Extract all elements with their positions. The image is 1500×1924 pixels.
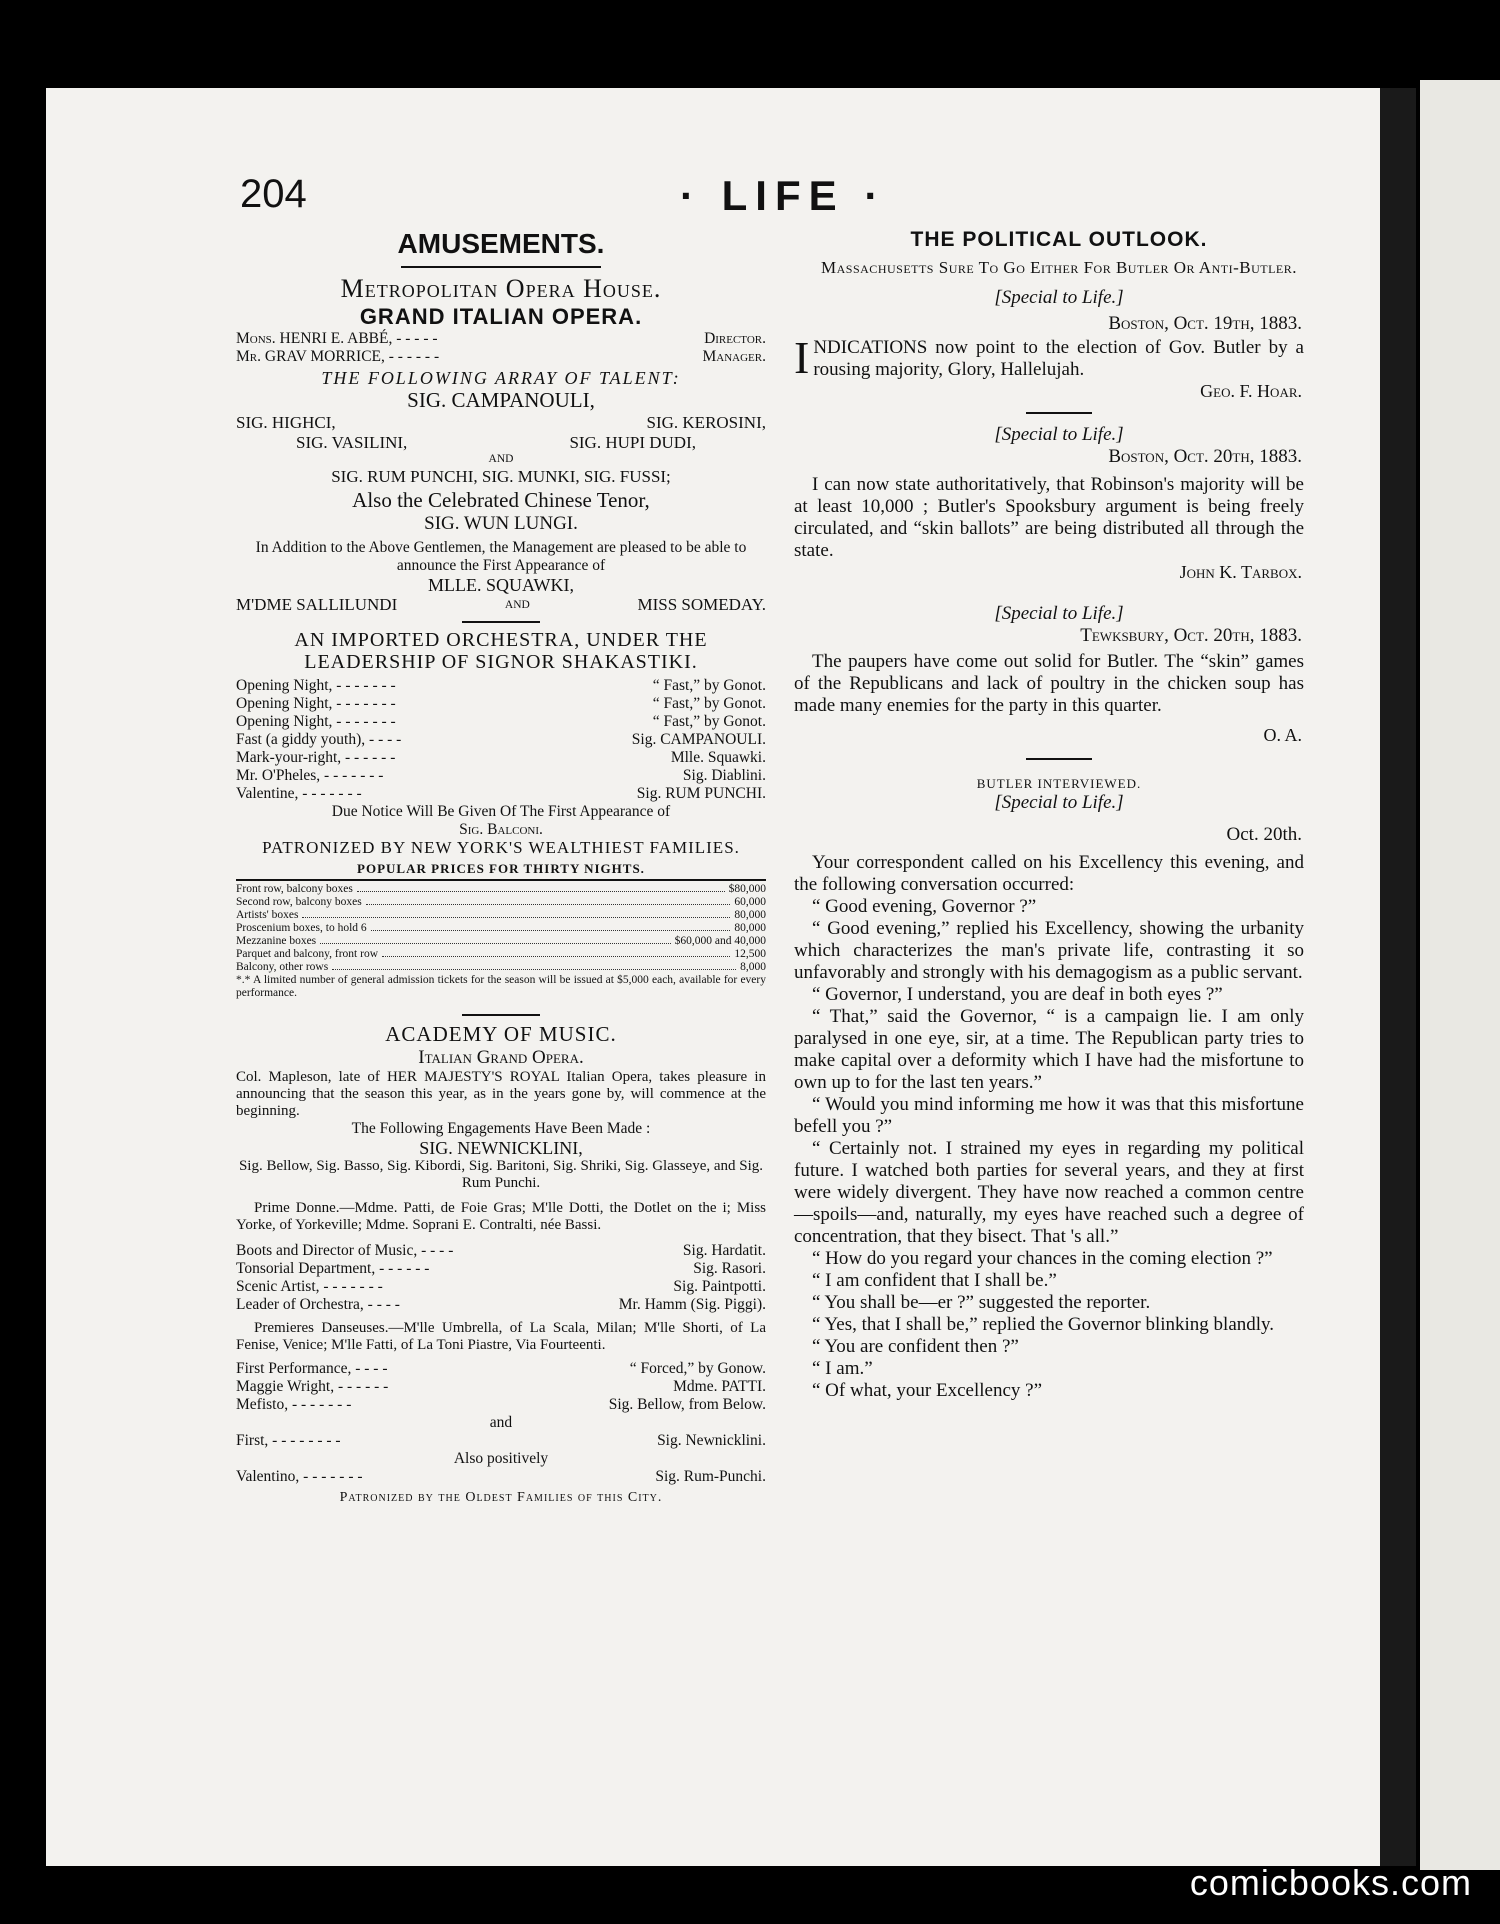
cast-list [236, 1360, 766, 1414]
interview-title: BUTLER INTERVIEWED. [976, 776, 1142, 791]
divider [236, 879, 766, 881]
also-text: Also positively [453, 1450, 549, 1467]
interview-paragraph: “ I am confident that I shall be.” [812, 1270, 1057, 1291]
performer-name: “ Fast,” by Gonot. [652, 695, 766, 712]
cast-row [236, 1278, 766, 1296]
performer-name: Sig. Bellow, from Below. [608, 1396, 766, 1413]
singer: SIG. HUPI DUDI, [569, 433, 696, 452]
performer-name: Sig. RUM PUNCHI. [636, 785, 766, 802]
price-value: 8,000 [740, 961, 766, 973]
price-row [236, 896, 766, 909]
price-item: Front row, balcony boxes [236, 883, 353, 895]
performer-name: Sig. CAMPANOULI. [631, 731, 766, 748]
interview-paragraph: “ Good evening,” replied his Excellency, showing the urbanity which characterizes the man's private life, contrasting it so unfavorably and strongly with his demagogism as a public servant. [794, 918, 1304, 983]
singer: M'DME SALLILUNDI [236, 595, 398, 614]
special-tag: [Special to Life.] [994, 424, 1124, 445]
price-value: 60,000 [734, 896, 766, 908]
performer-name: Sig. Paintpotti. [673, 1278, 766, 1295]
special-tag: [Special to Life.] [994, 603, 1124, 624]
interview-paragraph: “ Yes, that I shall be,” replied the Governor blinking blandly. [812, 1314, 1275, 1335]
divider [1026, 412, 1092, 414]
singer-pair [236, 413, 766, 433]
ladies-row [236, 595, 766, 615]
price-row [236, 883, 766, 896]
dot-leader [371, 922, 731, 931]
price-value: 80,000 [734, 922, 766, 934]
role-name: Tonsorial Department, - - - - - - [236, 1260, 430, 1277]
signature: Geo. F. Hoar. [1200, 381, 1302, 401]
opera-title: GRAND ITALIAN OPERA. [359, 304, 643, 329]
staff-name: Mr. GRAV MORRICE, - - - - - - [236, 348, 440, 365]
interview-paragraph: “ That,” said the Governor, “ is a campaign lie. I am only paralysed in one eye, sir, at a time. The Republican party tries to make capital over a deformity which I have had the misfortune to own up to for the last ten years.” [794, 1006, 1304, 1093]
cast-list [236, 677, 766, 803]
price-item: Mezzanine boxes [236, 935, 317, 947]
price-table [236, 883, 766, 974]
amusements-column [236, 228, 766, 1506]
section-title: AMUSEMENTS. [397, 228, 605, 259]
cast-row [236, 1468, 766, 1486]
role-name: Valentine, - - - - - - - [236, 785, 362, 802]
venue-title: ACADEMY OF MUSIC. [385, 1022, 617, 1046]
price-value: 12,500 [734, 948, 766, 960]
tenor-name: SIG. WUN LUNGI. [424, 513, 578, 534]
tenor-intro: Also the Celebrated Chinese Tenor, [352, 488, 650, 512]
adjacent-page-edge [1420, 80, 1500, 1870]
cast-row [236, 785, 766, 803]
price-row [236, 922, 766, 935]
performer-name: Mr. Hamm (Sig. Piggi). [618, 1296, 766, 1313]
role-name: Opening Night, - - - - - - - [236, 677, 396, 694]
cast-row [236, 1296, 766, 1314]
performer-name: Sig. Rum-Punchi. [655, 1468, 766, 1485]
performer-name: “ Forced,” by Gonow. [629, 1360, 766, 1377]
dot-leader [366, 896, 731, 905]
performer-name: Sig. Newnicklini. [657, 1432, 766, 1449]
page-gutter [1380, 88, 1416, 1866]
interview-paragraph: “ Governor, I understand, you are deaf in both eyes ?” [812, 984, 1223, 1005]
political-column [794, 228, 1324, 1402]
interview-paragraph: Your correspondent called on his Excellency this evening, and the following conversation occurred: [794, 852, 1304, 895]
dot-leader [357, 883, 725, 892]
signature: O. A. [1263, 725, 1302, 745]
opera-title: Italian Grand Opera. [418, 1047, 584, 1068]
orchestra-notice: AN IMPORTED ORCHESTRA, UNDER THE LEADERSHIP OF SIGNOR SHAKASTIKI. [294, 629, 708, 673]
role-name: Fast (a giddy youth), - - - - [236, 731, 402, 748]
staff-row [236, 330, 766, 348]
performer-name: Sig. Rasori. [693, 1260, 766, 1277]
price-row [236, 961, 766, 974]
price-value: $80,000 [728, 883, 766, 895]
interview-paragraph: “ You are confident then ?” [812, 1336, 1019, 1357]
other-singers: Sig. Bellow, Sig. Basso, Sig. Kibordi, Sig. Baritoni, Sig. Shriki, Sig. Glasseye, and Sig. Rum Punchi. [238, 1158, 764, 1191]
performer-name: “ Fast,” by Gonot. [652, 713, 766, 730]
masthead: · LIFE · [680, 172, 887, 219]
role-name: Mefisto, - - - - - - - [236, 1396, 352, 1413]
dispatch-body [794, 332, 1324, 383]
drop-cap: I [794, 332, 810, 383]
dispatch-body: I can now state authoritatively, that Robinson's majority will be at least 10,000 ; Butler's Spooksbury argument is being freely circulated, and “skin ballots” are being distributed all through the state. [794, 474, 1304, 561]
dot-leader [382, 948, 730, 957]
watermark: comicbooks.com [1189, 1862, 1472, 1903]
price-row [236, 909, 766, 922]
interview-paragraph: “ I am.” [812, 1358, 873, 1379]
notice-text: Due Notice Will Be Given Of The First Appearance of [331, 803, 671, 820]
role-name: Mr. O'Pheles, - - - - - - - [236, 767, 384, 784]
dateline: Oct. 20th. [1226, 824, 1302, 845]
cast-row [236, 749, 766, 767]
divider [462, 621, 540, 623]
special-tag: [Special to Life.] [994, 792, 1124, 813]
interview-paragraph: “ You shall be—er ?” suggested the reporter. [812, 1292, 1151, 1313]
cast-row [236, 1260, 766, 1278]
cast-list [236, 1432, 766, 1450]
cast-list [236, 1468, 766, 1486]
talent-heading: THE FOLLOWING ARRAY OF TALENT: [321, 368, 681, 388]
staff-row [236, 348, 766, 366]
cast-row [236, 767, 766, 785]
role-name: Maggie Wright, - - - - - - [236, 1378, 389, 1395]
dateline: Tewksbury, Oct. 20th, 1883. [1080, 625, 1302, 646]
role-name: First Performance, - - - - [236, 1360, 388, 1377]
cast-row [236, 1360, 766, 1378]
and-text: AND [488, 453, 514, 465]
divider [1026, 758, 1092, 760]
price-item: Artists' boxes [236, 909, 299, 921]
interview-paragraph: “ Would you mind informing me how it was that this misfortune befell you ?” [794, 1094, 1304, 1137]
performer-name: Sig. Diablini. [682, 767, 766, 784]
price-value: $60,000 and 40,000 [674, 935, 766, 947]
dot-leader [320, 935, 670, 944]
staff-list [236, 1242, 766, 1314]
singer-trio: SIG. RUM PUNCHI, SIG. MUNKI, SIG. FUSSI; [331, 467, 671, 486]
performer-name: Mlle. Squawki. [670, 749, 766, 766]
performer-name: Mdme. PATTI. [673, 1378, 766, 1395]
and-text: AND [504, 599, 530, 611]
role-name: Opening Night, - - - - - - - [236, 713, 396, 730]
price-value: 80,000 [734, 909, 766, 921]
dateline: Boston, Oct. 20th, 1883. [1108, 446, 1302, 467]
debut-singer: MLLE. SQUAWKI, [427, 575, 575, 595]
dot-leader [302, 909, 730, 918]
role-name: Boots and Director of Music, - - - - [236, 1242, 454, 1259]
price-row [236, 935, 766, 948]
role-name: Leader of Orchestra, - - - - [236, 1296, 400, 1313]
cast-row [236, 1242, 766, 1260]
notice-name: Sig. Balconi. [459, 821, 543, 838]
role-name: Opening Night, - - - - - - - [236, 695, 396, 712]
price-item: Proscenium boxes, to hold 6 [236, 922, 367, 934]
role-name: Mark-your-right, - - - - - - [236, 749, 396, 766]
performer-name: “ Fast,” by Gonot. [652, 677, 766, 694]
role-name: First, - - - - - - - - [236, 1432, 341, 1449]
signature: John K. Tarbox. [1179, 562, 1302, 582]
patronage: PATRONIZED BY NEW YORK'S WEALTHIEST FAMILIES. [262, 838, 740, 857]
singer: SIG. VASILINI, [296, 433, 408, 452]
dateline: Boston, Oct. 19th, 1883. [1108, 313, 1302, 334]
section-title: THE POLITICAL OUTLOOK. [910, 228, 1208, 251]
announcement: In Addition to the Above Gentlemen, the Management are pleased to be able to announce the First Appearance of [255, 539, 747, 574]
role-name: Scenic Artist, - - - - - - - [236, 1278, 383, 1295]
prime-donne: Prime Donne.—Mdme. Patti, de Foie Gras; M'lle Dotti, the Dotlet on the i; Miss Yorke, of Yorkeville; Mdme. Soprani E. Contralti, née Bassi. [236, 1200, 766, 1233]
and-text: and [489, 1414, 513, 1431]
staff-role: Director. [704, 330, 766, 347]
interview-text [794, 852, 1324, 1402]
cast-row [236, 1378, 766, 1396]
cast-row [236, 713, 766, 731]
cast-row [236, 677, 766, 695]
singer-pair [236, 433, 766, 453]
page-number: 204 [240, 172, 307, 216]
staff-name: Mons. HENRI E. ABBÉ, - - - - - [236, 330, 438, 347]
cast-row [236, 1396, 766, 1414]
divider [401, 266, 601, 268]
cast-row [236, 695, 766, 713]
performer-name: Sig. Hardatit. [682, 1242, 766, 1259]
singer: SIG. KEROSINI, [646, 413, 766, 432]
interview-paragraph: “ Of what, your Excellency ?” [812, 1380, 1043, 1401]
staff-role: Manager. [702, 348, 766, 365]
engaged-singer: SIG. NEWNICKLINI, [419, 1138, 583, 1158]
danseuses: Premieres Danseuses.—M'lle Umbrella, of La Scala, Milan; M'lle Shorti, of La Fenise, Venice; M'lle Fatti, of La Toni Piastre, Via Fourteenti. [236, 1320, 766, 1353]
mapleson-notice: Col. Mapleson, late of HER MAJESTY'S ROYAL Italian Opera, takes pleasure in announcing that the season this year, as in the years gone by, will commence at the beginning. [236, 1069, 766, 1119]
price-row [236, 948, 766, 961]
price-item: Parquet and balcony, front row [236, 948, 379, 960]
closing-patronage: Patronized by the Oldest Families of this City. [339, 1490, 663, 1505]
special-tag: [Special to Life.] [994, 287, 1124, 308]
engagements-heading: The Following Engagements Have Been Made : [351, 1120, 651, 1137]
prices-title: POPULAR PRICES FOR THIRTY NIGHTS. [357, 861, 645, 876]
dispatch-text: NDICATIONS now point to the election of Gov. Butler by a rousing majority, Glory, Hallelujah. [813, 337, 1304, 380]
singer: SIG. HIGHCI, [236, 413, 336, 432]
interview-paragraph: “ Good evening, Governor ?” [812, 896, 1037, 917]
interview-paragraph: “ Certainly not. I strained my eyes in regarding my political future. I watched both parties for several years, and they at first were widely divergent. They have now reached a common centre—spoils—and, naturally, my eyes have reached such a degree of concentration, that they bisect. That 's all.” [794, 1138, 1304, 1247]
singer: MISS SOMEDAY. [637, 595, 766, 614]
dot-leader [332, 961, 736, 970]
role-name: Valentino, - - - - - - - [236, 1468, 363, 1485]
venue-title: Metropolitan Opera House. [340, 274, 662, 303]
section-subtitle: Massachusetts Sure To Go Either For Butler Or Anti-Butler. [821, 258, 1297, 277]
divider [462, 1014, 540, 1016]
lead-singer: SIG. CAMPANOULI, [407, 388, 595, 412]
price-item: Balcony, other rows [236, 961, 329, 973]
cast-row [236, 1432, 766, 1450]
interview-paragraph: “ How do you regard your chances in the coming election ?” [812, 1248, 1273, 1269]
price-item: Second row, balcony boxes [236, 896, 362, 908]
dispatch-body: The paupers have come out solid for Butler. The “skin” games of the Republicans and lack of poultry in the chicken soup has made many enemies for the party in this quarter. [794, 651, 1304, 716]
prices-note: *.* A limited number of general admission tickets for the season will be issued at $5,000 each, available for every performance. [236, 974, 766, 999]
cast-row [236, 731, 766, 749]
